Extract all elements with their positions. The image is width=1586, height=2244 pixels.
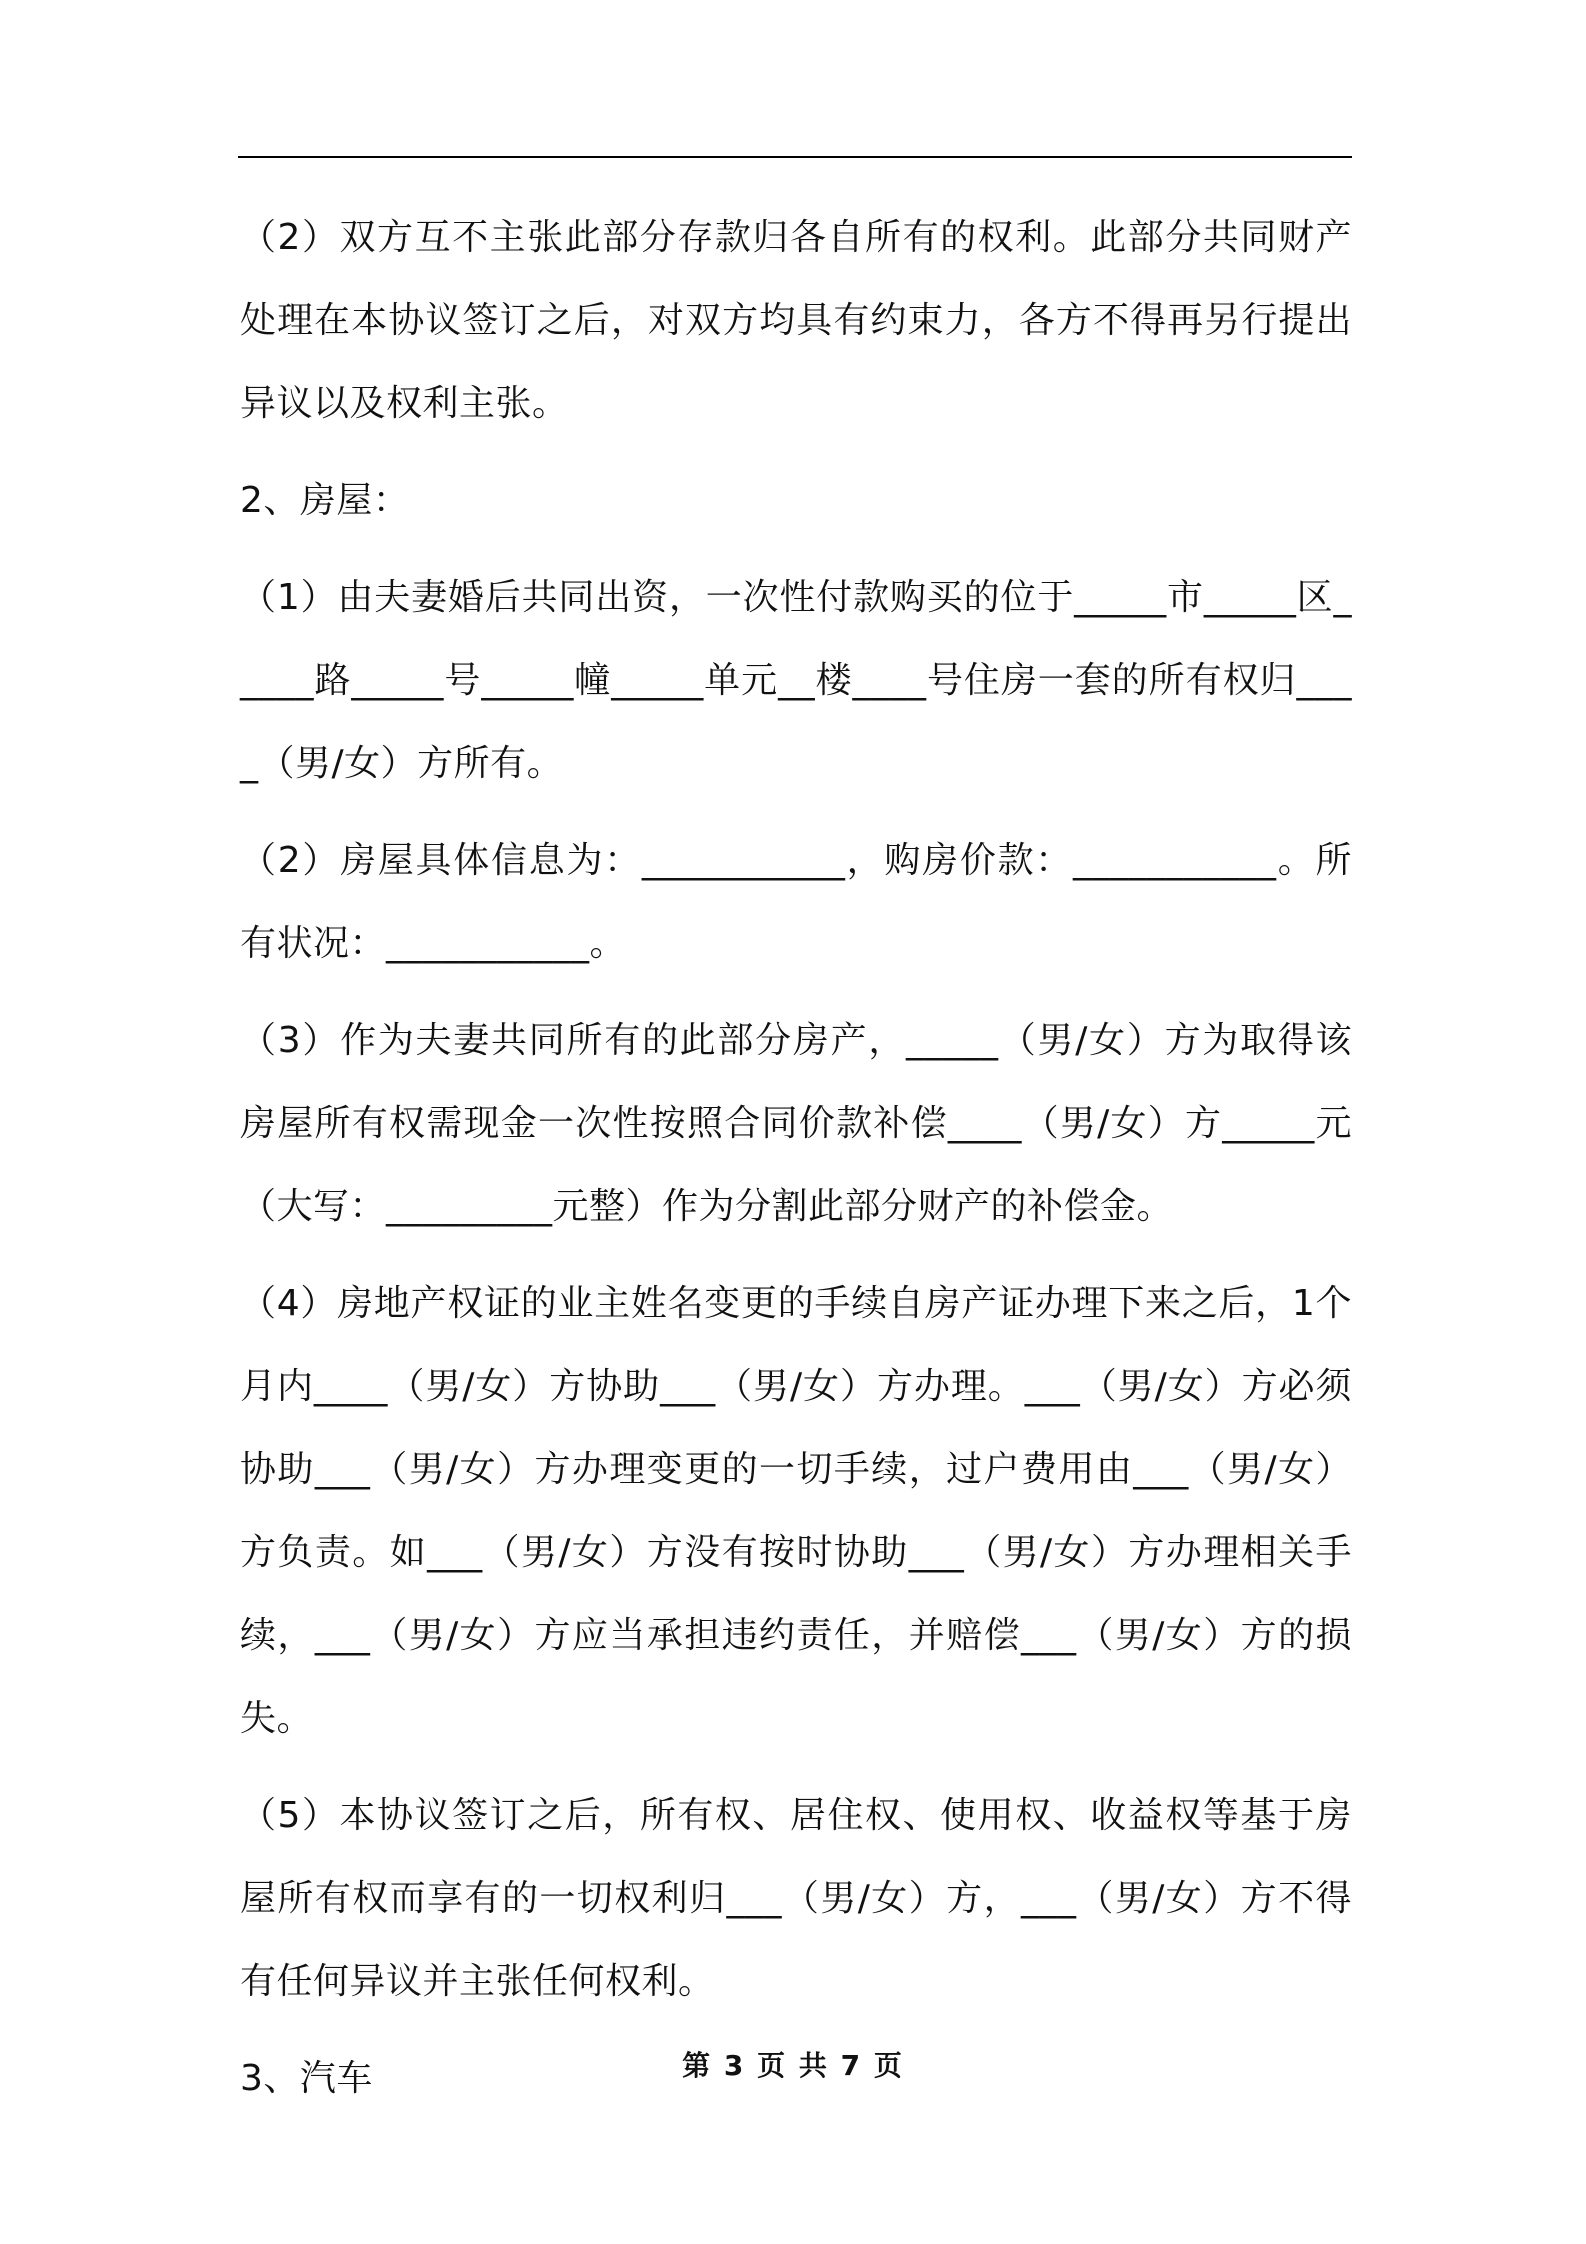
page-footer: 第 3 页 共 7 页 <box>682 2049 904 2082</box>
paragraph-house-4: （4）房地产权证的业主姓名变更的手续自房产证办理下来之后，1个月内____（男/女）方协助___（男/女）方办理。___（男/女）方必须协助___（男/女）方办理变更的一切手续，过户费用由___（男/女）方负责。如___（男/女）方没有按时协助___（男/女）方办理相关手续，___（男/女）方应当承担违约责任，并赔偿___（男/女）方的损失。 <box>240 1283 1352 1739</box>
paragraph-house-2: （2）房屋具体信息为：___________，购房价款：___________。所有状况：___________。 <box>240 840 1352 964</box>
section-heading-car: 3、汽车 <box>240 2058 373 2099</box>
paragraph-house-3: （3）作为夫妻共同所有的此部分房产，_____（男/女）方为取得该房屋所有权需现金一次性按照合同价款补偿____（男/女）方_____元（大写：_________元整）作为分割此部分财产的补偿金。 <box>240 1020 1352 1227</box>
section-heading-house: 2、房屋： <box>240 480 410 521</box>
header-rule <box>238 156 1352 158</box>
document-body <box>240 196 1352 2134</box>
paragraph-deposit-2: （2）双方互不主张此部分存款归各自所有的权利。此部分共同财产处理在本协议签订之后，对双方均具有约束力，各方不得再另行提出异议以及权利主张。 <box>240 217 1352 424</box>
paragraph-house-1: （1）由夫妻婚后共同出资，一次性付款购买的位于_____市_____区_____路_____号_____幢_____单元__楼____号住房一套的所有权归____（男/女）方所有。 <box>240 577 1352 784</box>
paragraph-house-5: （5）本协议签订之后，所有权、居住权、使用权、收益权等基于房屋所有权而享有的一切权利归___（男/女）方，___（男/女）方不得有任何异议并主张任何权利。 <box>240 1795 1352 2002</box>
